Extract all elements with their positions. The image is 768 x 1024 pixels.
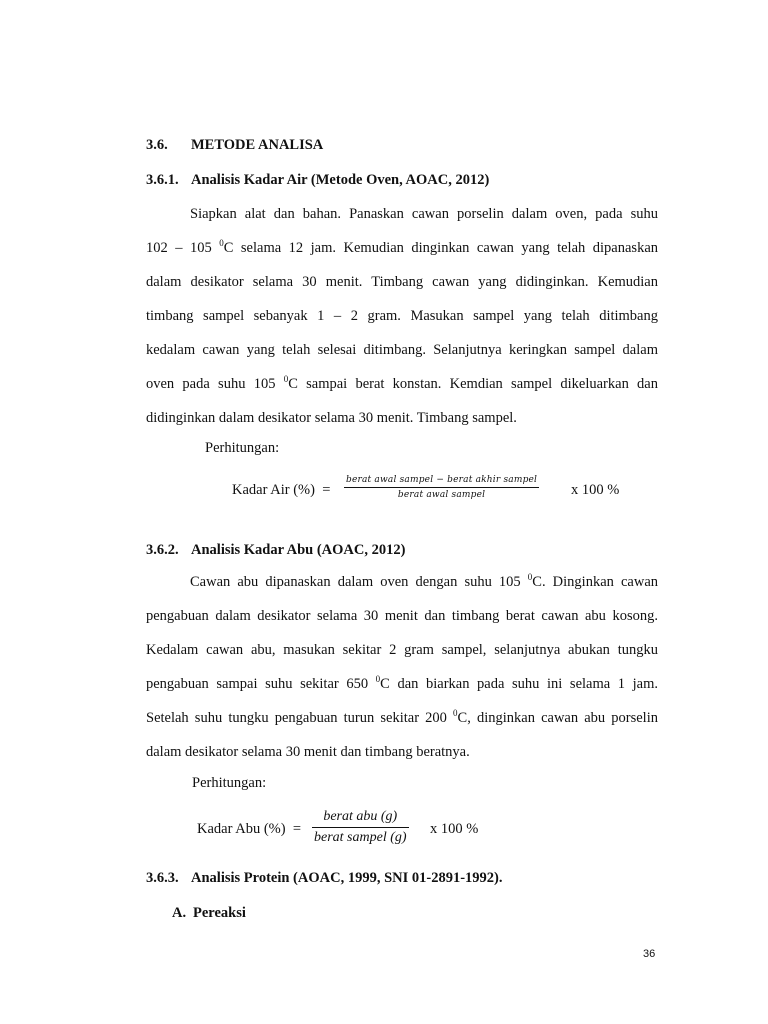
text-line: Cawan abu dipanaskan dalam oven dengan suhu 105 $^0$C. Dinginkan cawan <box>190 572 658 590</box>
subsection-title-3: Analisis Protein (AOAC, 1999, SNI 01-2891-1992). <box>191 870 503 886</box>
text-line: dalam desikator selama 30 menit dan timbang beratnya. <box>146 744 470 760</box>
text-line: Kedalam cawan abu, masukan sekitar 2 gram sampel, selanjutnya abukan tungku <box>146 642 658 658</box>
numerator-air: berat awal sampel − berat akhir sampel <box>346 475 538 485</box>
subsection-number-1: 3.6.1. <box>146 172 179 188</box>
text-line: Siapkan alat dan bahan. Panaskan cawan porselin dalam oven, pada suhu <box>190 206 658 222</box>
calc-label-air: Perhitungan: <box>205 440 280 456</box>
text-line: 102 – 105 $^0$C selama 12 jam. Kemudian dinginkan cawan yang telah dipanaskan <box>146 238 658 256</box>
formula-tail-air: x 100 % <box>571 482 620 498</box>
list-marker: A. <box>172 905 187 921</box>
list-item-pereaksi <box>172 905 246 922</box>
section-number: 3.6. <box>146 137 168 153</box>
text-line: timbang sampel sebanyak 1 – 2 gram. Masukan sampel yang telah ditimbang <box>146 308 658 324</box>
subsection-number-3: 3.6.3. <box>146 870 179 886</box>
fraction-bar <box>312 827 409 828</box>
text-line: didinginkan dalam desikator selama 30 menit. Timbang sampel. <box>146 410 517 426</box>
fraction-abu <box>312 809 409 846</box>
paragraph-kadar-air <box>146 197 658 435</box>
section-heading <box>146 137 323 154</box>
list-label: Pereaksi <box>193 905 246 921</box>
formula-lhs-air: Kadar Air (%) = <box>232 482 331 498</box>
subsection-title-1: Analisis Kadar Air (Metode Oven, AOAC, 2012) <box>191 172 490 188</box>
numerator-abu: berat abu (g) <box>323 809 398 824</box>
text-line: kedalam cawan yang telah selesai ditimbang. Selanjutnya keringkan sampel dalam <box>146 342 658 358</box>
denominator-abu: berat sampel (g) <box>314 830 407 845</box>
subsection-number-2: 3.6.2. <box>146 542 179 558</box>
subsection-heading-2 <box>146 542 405 559</box>
page-number: 36 <box>643 948 656 960</box>
fraction-bar <box>344 487 539 488</box>
text-line: Setelah suhu tungku pengabuan turun sekitar 200 $^0$C, dinginkan cawan abu porselin <box>146 708 658 726</box>
text-line: dalam desikator selama 30 menit. Timbang cawan yang didinginkan. Kemudian <box>146 274 658 290</box>
formula-lhs-abu: Kadar Abu (%) = <box>197 821 302 837</box>
subsection-heading-3 <box>146 870 502 887</box>
fraction-air <box>344 475 539 500</box>
paragraph-kadar-abu <box>146 565 658 769</box>
subsection-heading-1 <box>146 172 489 189</box>
text-line: oven pada suhu 105 $^0$C sampai berat konstan. Kemdian sampel dikeluarkan dan <box>146 374 658 392</box>
denominator-air: berat awal sampel <box>397 490 486 500</box>
section-title: METODE ANALISA <box>191 137 324 153</box>
formula-tail-abu: x 100 % <box>430 821 479 837</box>
text-line: pengabuan sampai suhu sekitar 650 $^0$C dan biarkan pada suhu ini selama 1 jam. <box>146 674 658 692</box>
calc-label-abu: Perhitungan: <box>192 775 267 791</box>
text-line: pengabuan dalam desikator selama 30 menit dan timbang berat cawan abu kosong. <box>146 608 658 624</box>
subsection-title-2: Analisis Kadar Abu (AOAC, 2012) <box>191 542 406 558</box>
